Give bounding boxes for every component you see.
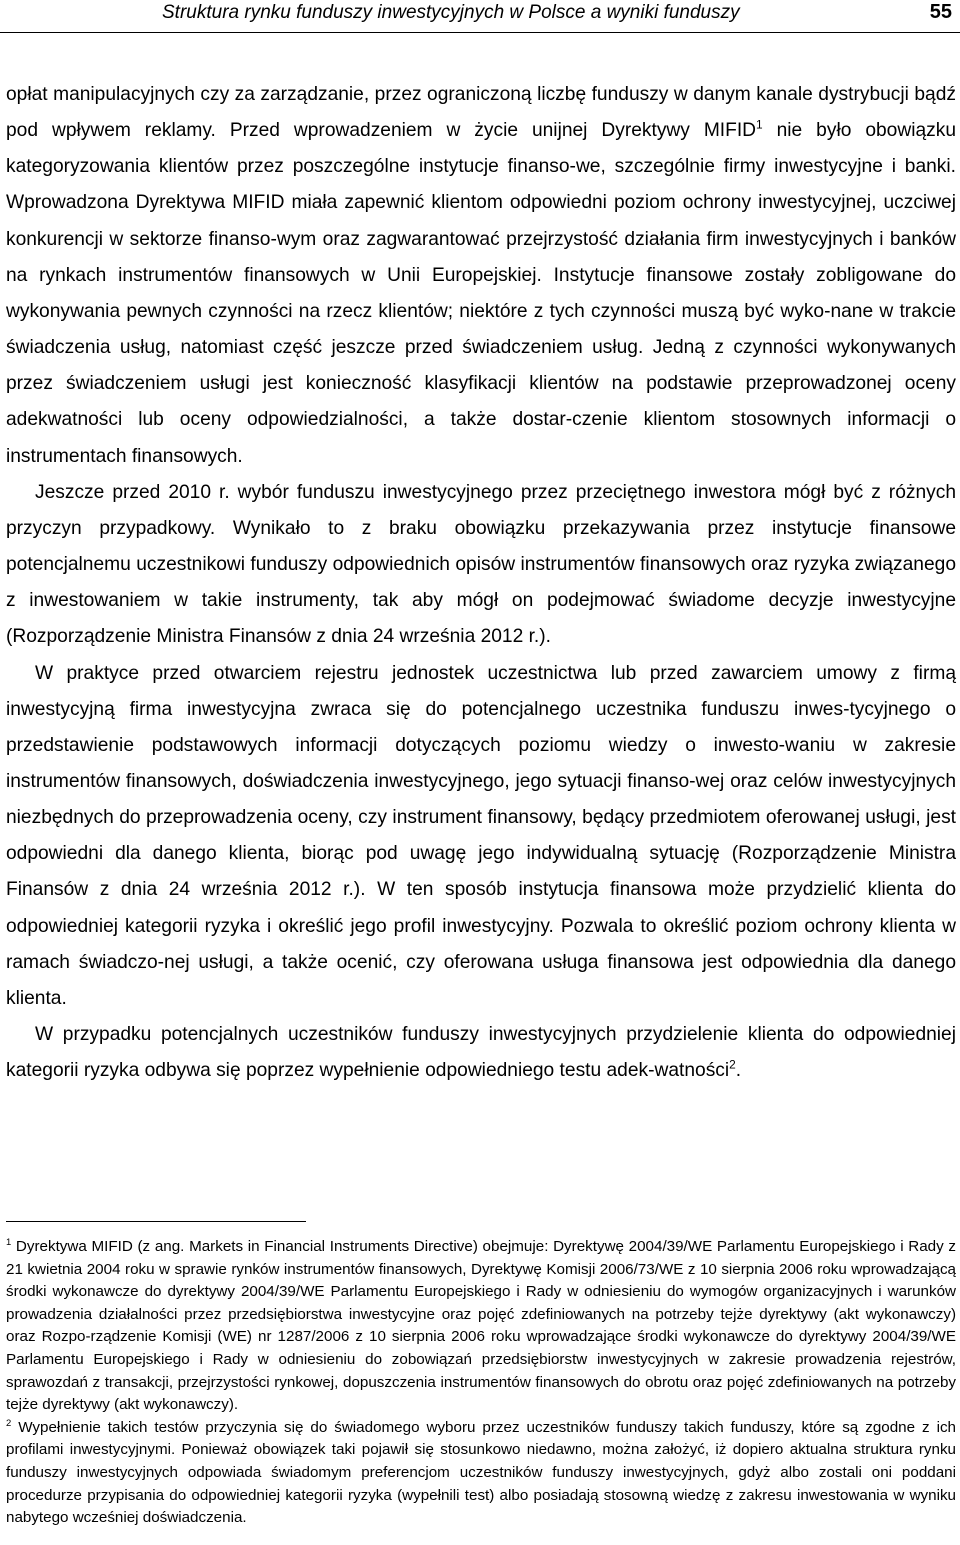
footnote-1-text: Dyrektywa MIFID (z ang. Markets in Financial Instruments Directive) obejmuje: Dyrektywę 2004/39/WE Parlamentu Europejskiego i Rady z 21 kwietnia 2004 roku w sprawie rynków instrumentów finansowych, Dyrektywę Komisji 2006/73/WE z 10 sierpnia 2006 roku wprowadzającą środki wykonawcze do dyrektywy 2004/39/WE Parlamentu Europejskiego i Rady w odniesieniu do wymogów organizacyjnych i warunków prowadzenia działalności przez przedsiębiorstwa inwestycyjne oraz pojęć zdefiniowanych na potrzeby tejże dyrektywy (akt wykonawczy) oraz Rozpo-​rządzenie Komisji (WE) nr 1287/2006 z 10 sierpnia 2006 roku wprowadzające środki wykonawcze do dyrektywy 2004/39/WE Parlamentu Europejskiego i Rady w odniesieniu do zobowiązań przedsiębiorstw inwestycyjnych w zakresie prowadzenia rejestrów, sprawozdań z transakcji, przejrzystości rynkowej, dopuszczenia instrumentów finansowych do obrotu oraz pojęć zdefiniowanych na potrzeby tejże dyrektywy (akt wykonawczy). <box>6 1238 956 1414</box>
footnote-separator <box>6 1221 306 1222</box>
running-title: Struktura rynku funduszy inwestycyjnych w Polsce a wyniki funduszy <box>162 2 740 23</box>
footnote-1-mark: 1 <box>6 1235 12 1247</box>
paragraph-1-text-a: opłat manipulacyjnych czy za zarządzanie, przez ograniczoną liczbę funduszy w danym kanale dystrybucji bądź pod wpływem reklamy. Przed wprowadzeniem w życie unijnej Dyrektywy MIFID <box>6 84 956 142</box>
page-number: 55 <box>929 1 952 23</box>
footnote-ref-2[interactable]: 2 <box>729 1057 736 1072</box>
footnotes <box>6 1236 956 1530</box>
page-header <box>0 0 960 33</box>
main-text <box>6 77 956 1089</box>
footnote-1 <box>6 1236 956 1417</box>
paragraph-3: W praktyce przed otwarciem rejestru jednostek uczestnictwa lub przed zawarciem umowy z firmą inwestycyjną firma inwestycyjna zwraca się do potencjalnego uczestnika funduszu inwes-​tycyjnego o przedstawienie podstawowych informacji dotyczących poziomu wiedzy o inwesto-​waniu w zakresie instrumentów finansowych, doświadczenia inwestycyjnego, jego sytuacji finanso-​wej oraz celów inwestycyjnych niezbędnych do przeprowadzenia oceny, czy instrument finansowy, będący przedmiotem oferowanej usługi, jest odpowiedni dla danego klienta, biorąc pod uwagę jego indywidualną sytuację (Rozporządzenie Ministra Finansów z dnia 24 września 2012 r.). W ten sposób instytucja finansowa może przydzielić klienta do odpowiedniej kategorii ryzyka i określić jego profil inwestycyjny. Pozwala to określić poziom ochrony klienta w ramach świadczo-​nej usługi, a także ocenić, czy oferowana usługa finansowa jest odpowiednia dla danego klienta. <box>6 662 956 1009</box>
footnote-2 <box>6 1417 956 1530</box>
paragraph-4 <box>6 1017 956 1089</box>
paragraph-2: Jeszcze przed 2010 r. wybór funduszu inwestycyjnego przez przeciętnego inwestora mógł być z różnych przyczyn przypadkowy. Wynikało to z braku obowiązku przekazywania przez instytucje finansowe potencjalnemu uczestnikowi funduszy odpowiednich opisów instrumentów finansowych oraz ryzyka związanego z inwestowaniem w takie instrumenty, tak aby mógł on podejmować świadome decyzje inwestycyjne (Rozporządzenie Ministra Finansów z dnia 24 września 2012 r.). <box>6 481 956 648</box>
footnote-ref-1[interactable]: 1 <box>756 117 763 132</box>
paragraph-1 <box>6 77 956 475</box>
paragraph-4-text-b: . <box>735 1060 742 1082</box>
paragraph-1-text-b: nie było obowiązku kategoryzowania klientów przez poszczególne instytucje finanso-​we, szczególnie firmy inwestycyjne i banki. Wprowadzona Dyrektywa MIFID miała zapewnić klientom odpowiedni poziom ochrony inwestycyjnej, uczciwej konkurencji w sektorze finanso-​wym oraz zagwarantować przejrzystość działania firm inwestycyjnych i banków na rynkach instrumentów finansowych w Unii Europejskiej. Instytucje finansowe zostały zobligowane do wykonywania pewnych czynności na rzecz klientów; niektóre z tych czynności muszą być wyko-​nane w trakcie świadczenia usług, natomiast część jeszcze przed świadczeniem usług. Jedną z czynności wykonywanych przez świadczeniem usługi jest konieczność klasyfikacji klientów na podstawie przeprowadzonej oceny adekwatności lub oceny odpowiedzialności, a także dostar-​czenie klientom stosownych informacji o instrumentach finansowych. <box>6 120 956 467</box>
footnote-2-mark: 2 <box>6 1416 12 1428</box>
paragraph-4-text-a: W przypadku potencjalnych uczestników funduszy inwestycyjnych przydzielenie klienta do odpowiedniej kategorii ryzyka odbywa się poprzez wypełnienie odpowiedniego testu adek-​watności <box>6 1024 956 1082</box>
footnote-2-text: Wypełnienie takich testów przyczynia się do świadomego wyboru przez uczestników funduszy takich funduszy, które są zgodne z ich profilami inwestycyjnymi. Ponieważ obowiązek taki pojawił się stosunkowo niedawno, można założyć, iż dopiero aktualna struktura rynku funduszy inwestycyjnych odpowiada świadomym preferencjom uczestników funduszy inwestycyjnych, gdyż albo zostali oni poddani procedurze przypisania do odpowiedniej kategorii ryzyka (wypełnili test) albo posiadają stosowną wiedzę z zakresu inwestowania w wyniku nabytego wcześniej doświadczenia. <box>6 1418 956 1527</box>
